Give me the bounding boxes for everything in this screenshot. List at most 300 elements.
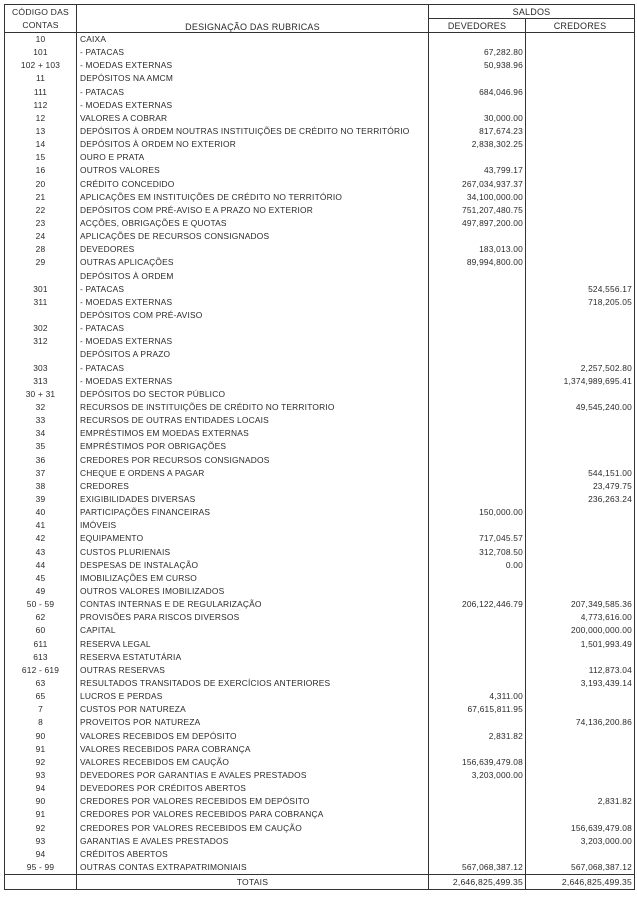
account-description: DEVEDORES POR GARANTIAS E AVALES PRESTADOS [80,769,307,780]
account-code: 29 [5,256,77,269]
account-code: 95 - 99 [5,861,77,875]
table-row [5,401,635,414]
account-code: 302 [5,322,77,335]
table-row [5,414,635,427]
credores-value [526,440,635,453]
devedores-value [429,270,526,283]
table-row [5,230,635,243]
devedores-value: 4,311.00 [429,690,526,703]
account-code: 303 [5,362,77,375]
devedores-value [429,427,526,440]
account-code: 21 [5,191,77,204]
account-code: 62 [5,611,77,624]
account-code: 94 [5,848,77,861]
account-description: CONTAS INTERNAS E DE REGULARIZAÇÃO [80,599,262,610]
devedores-value [429,480,526,493]
devedores-value [429,835,526,848]
account-description: DEVEDORES POR CRÉDITOS ABERTOS [80,783,247,794]
table-row [5,375,635,388]
account-description: DEPÓSITOS DO SECTOR PÚBLICO [80,388,226,399]
table-row [5,191,635,204]
account-description: DEPÓSITOS À ORDEM [80,270,174,281]
credores-value [526,99,635,112]
table-row [5,270,635,283]
devedores-value [429,296,526,309]
account-description: PROVEITOS POR NATUREZA [80,717,201,728]
account-description: APLICAÇÕES EM INSTITUIÇÕES DE CRÉDITO NO TERRITÓRIO [80,191,343,202]
credores-value: 718,205.05 [526,296,635,309]
credores-value [526,743,635,756]
account-description: - PATACAS [80,323,125,334]
devedores-value: 2,831.82 [429,729,526,742]
devedores-value [429,335,526,348]
account-description: CREDORES POR VALORES RECEBIDOS PARA COBRANÇA [80,809,324,820]
table-row [5,309,635,322]
account-description: - MOEDAS EXTERNAS [80,375,173,386]
account-description: LUCROS E PERDAS [80,691,163,702]
credores-value: 2,831.82 [526,795,635,808]
table-row [5,72,635,85]
account-code: 12 [5,112,77,125]
devedores-value [429,821,526,834]
account-code: 10 [5,33,77,47]
account-code: 112 [5,99,77,112]
table-row [5,506,635,519]
account-code: 14 [5,138,77,151]
credores-value [526,427,635,440]
devedores-value [429,322,526,335]
devedores-value: 67,282.80 [429,46,526,59]
table-row [5,178,635,191]
account-code: 35 [5,440,77,453]
table-row [5,664,635,677]
devedores-value: 67,615,811.95 [429,703,526,716]
devedores-value [429,651,526,664]
account-code [5,348,77,361]
credores-value [526,243,635,256]
devedores-value: 183,013.00 [429,243,526,256]
table-row [5,164,635,177]
table-row [5,519,635,532]
account-code: 36 [5,454,77,467]
account-description: RECURSOS DE OUTRAS ENTIDADES LOCAIS [80,415,269,426]
devedores-value [429,33,526,47]
devedores-value [429,795,526,808]
table-row [5,808,635,821]
account-code: 20 [5,178,77,191]
credores-value [526,33,635,47]
account-code: 92 [5,821,77,834]
account-code: 42 [5,532,77,545]
credores-value [526,729,635,742]
devedores-value [429,151,526,164]
credores-value [526,559,635,572]
credores-value: 544,151.00 [526,467,635,480]
account-description: - MOEDAS EXTERNAS [80,336,173,347]
devedores-value [429,677,526,690]
account-code: 301 [5,283,77,296]
devedores-value [429,743,526,756]
table-row [5,729,635,742]
credores-value: 1,501,993.49 [526,637,635,650]
account-code: 37 [5,467,77,480]
account-description: CREDORES POR VALORES RECEBIDOS EM DEPÓSITO [80,796,310,807]
account-code: 15 [5,151,77,164]
account-description: - PATACAS [80,362,125,373]
account-code: 91 [5,808,77,821]
credores-value: 236,263.24 [526,493,635,506]
account-code: 41 [5,519,77,532]
account-code: 50 - 59 [5,598,77,611]
account-description: EXIGIBILIDADES DIVERSAS [80,493,196,504]
table-row [5,532,635,545]
account-code: 101 [5,46,77,59]
devedores-value [429,664,526,677]
account-code: 32 [5,401,77,414]
credores-value: 112,873.04 [526,664,635,677]
account-description: ACÇÕES, OBRIGAÇÕES E QUOTAS [80,218,227,229]
totals-label: TOTAIS [77,875,429,890]
account-code: 40 [5,506,77,519]
table-row [5,835,635,848]
table-row [5,716,635,729]
account-description: RECURSOS DE INSTITUIÇÕES DE CRÉDITO NO TERRITORIO [80,402,335,412]
saldos-header: SALDOS [429,5,635,19]
account-code: 30 + 31 [5,388,77,401]
table-row [5,703,635,716]
table-row [5,138,635,151]
account-description: RESULTADOS TRANSITADOS DE EXERCÍCIOS ANTERIORES [80,677,331,688]
credores-value: 207,349,585.36 [526,598,635,611]
table-row [5,677,635,690]
account-description: OUTRAS CONTAS EXTRAPATRIMONIAIS [77,861,429,875]
credores-value [526,230,635,243]
devedores-value [429,454,526,467]
account-description: DESPESAS DE INSTALAÇÃO [80,559,199,570]
devedores-value [429,848,526,861]
devedores-value: 312,708.50 [429,545,526,558]
account-code: 65 [5,690,77,703]
credores-value: 74,136,200.86 [526,716,635,729]
account-code: 111 [5,86,77,99]
credores-value [526,782,635,795]
table-row [5,493,635,506]
account-code: 11 [5,72,77,85]
table-row [5,848,635,861]
devedores-value [429,808,526,821]
account-description: CUSTOS POR NATUREZA [80,704,186,715]
credores-value [526,756,635,769]
account-code: 91 [5,743,77,756]
credores-value [526,519,635,532]
devedores-value [429,309,526,322]
account-code: 34 [5,427,77,440]
account-code: 8 [5,716,77,729]
account-description: OUTROS VALORES IMOBILIZADOS [80,585,225,596]
table-row [5,283,635,296]
credores-value [526,506,635,519]
devedores-value: 267,034,937.37 [429,178,526,191]
devedores-column-header: DEVEDORES [429,19,526,33]
table-row [5,743,635,756]
devedores-value [429,388,526,401]
devedores-value [429,401,526,414]
credores-column-header: CREDORES [526,19,635,33]
code-column-header [5,5,77,33]
table-row [5,151,635,164]
devedores-value: 3,203,000.00 [429,769,526,782]
table-row [5,86,635,99]
devedores-value: 150,000.00 [429,506,526,519]
account-description: - MOEDAS EXTERNAS [80,296,173,307]
account-code: 33 [5,414,77,427]
totals-row [5,875,635,890]
devedores-value [429,467,526,480]
account-description: CREDORES POR VALORES RECEBIDOS EM CAUÇÃO [80,822,302,833]
credores-value [526,217,635,230]
table-row [5,296,635,309]
credores-value: 49,545,240.00 [526,401,635,414]
account-description: CREDORES POR RECURSOS CONSIGNADOS [80,454,270,465]
devedores-value: 89,994,800.00 [429,256,526,269]
table-row [5,637,635,650]
credores-value: 200,000,000.00 [526,624,635,637]
account-description: CAPITAL [80,625,116,636]
credores-value [526,454,635,467]
devedores-value [429,375,526,388]
credores-value: 23,479.75 [526,480,635,493]
account-code: 60 [5,624,77,637]
devedores-value [429,572,526,585]
table-row [5,598,635,611]
credores-value [526,46,635,59]
credores-value: 3,203,000.00 [526,835,635,848]
devedores-value: 751,207,480.75 [429,204,526,217]
credores-value: 156,639,479.08 [526,821,635,834]
account-code: 90 [5,795,77,808]
devedores-value: 817,674.23 [429,125,526,138]
credores-value [526,204,635,217]
credores-value: 1,374,989,695.41 [526,375,635,388]
account-code: 612 - 619 [5,664,77,677]
devedores-value [429,624,526,637]
credores-value [526,112,635,125]
credores-value [526,322,635,335]
table-row [5,690,635,703]
account-description: CUSTOS PLURIENAIS [80,546,171,557]
account-description: EMPRÉSTIMOS POR OBRIGAÇÕES [80,441,227,452]
credores-value [526,532,635,545]
credores-value: 567,068,387.12 [526,861,635,875]
account-description: DEVEDORES [80,244,135,255]
account-description: VALORES A COBRAR [80,112,168,123]
account-description: OUTRAS APLICAÇÕES [80,257,174,268]
devedores-value [429,414,526,427]
credores-value [526,125,635,138]
devedores-value: 43,799.17 [429,164,526,177]
account-code [5,270,77,283]
devedores-value [429,611,526,624]
table-row [5,440,635,453]
credores-value [526,151,635,164]
table-row [5,795,635,808]
account-description: DEPÓSITOS A PRAZO [80,349,171,360]
account-description: PROVISÕES PARA RISCOS DIVERSOS [80,612,240,623]
devedores-value: 34,100,000.00 [429,191,526,204]
table-row [5,256,635,269]
table-row [5,585,635,598]
account-description: CRÉDITO CONCEDIDO [80,178,175,189]
devedores-value [429,348,526,361]
table-row [5,59,635,72]
credores-value [526,335,635,348]
account-description: VALORES RECEBIDOS EM CAUÇÃO [80,756,230,767]
account-description: DEPÓSITOS COM PRÉ-AVISO E A PRAZO NO EXTERIOR [80,204,313,215]
table-row [5,388,635,401]
account-code: 102 + 103 [5,59,77,72]
table-row [5,769,635,782]
account-code: 24 [5,230,77,243]
credores-value: 4,773,616.00 [526,611,635,624]
devedores-value [429,283,526,296]
table-row [5,243,635,256]
credores-value [526,270,635,283]
table-row [5,572,635,585]
account-description: - PATACAS [80,283,125,294]
account-code: 311 [5,296,77,309]
balance-sheet-table [4,4,635,890]
devedores-value [429,519,526,532]
account-code: 13 [5,125,77,138]
table-row [5,454,635,467]
account-code: 7 [5,703,77,716]
account-description: - MOEDAS EXTERNAS [80,60,173,71]
table-row [5,611,635,624]
code-header-line-2: CONTAS [22,19,59,30]
devedores-value [429,493,526,506]
devedores-value [429,440,526,453]
table-row [5,467,635,480]
account-code: 94 [5,782,77,795]
account-code: 16 [5,164,77,177]
account-code: 90 [5,729,77,742]
account-code: 38 [5,480,77,493]
account-description: DEPÓSITOS À ORDEM NOUTRAS INSTITUIÇÕES DE CRÉDITO NO TERRITÓRIO [80,126,410,137]
account-code: 313 [5,375,77,388]
credores-value [526,545,635,558]
table-header [5,5,635,33]
credores-value [526,59,635,72]
devedores-value [429,72,526,85]
credores-value [526,808,635,821]
table-row [5,651,635,664]
table-row [5,125,635,138]
description-column-header: DESIGNAÇÃO DAS RUBRICAS [77,5,429,33]
credores-value [526,191,635,204]
account-code: 49 [5,585,77,598]
account-code: 39 [5,493,77,506]
devedores-value: 206,122,446.79 [429,598,526,611]
account-description: RESERVA ESTATUTÁRIA [80,651,182,662]
devedores-value: 684,046.96 [429,86,526,99]
account-code: 63 [5,677,77,690]
credores-value [526,309,635,322]
credores-value [526,651,635,664]
table-row [5,204,635,217]
devedores-value [429,716,526,729]
credores-value [526,414,635,427]
table-row [5,427,635,440]
account-description: OUTRAS RESERVAS [80,664,166,675]
table-body [5,33,635,875]
account-description: VALORES RECEBIDOS PARA COBRANÇA [80,743,251,754]
account-description: CAIXA [80,34,107,45]
credores-value [526,72,635,85]
account-description: EMPRÉSTIMOS EM MOEDAS EXTERNAS [80,428,249,439]
credores-value [526,256,635,269]
table-row [5,335,635,348]
credores-value [526,690,635,703]
account-code: 23 [5,217,77,230]
account-code: 44 [5,559,77,572]
credores-value [526,585,635,598]
account-description: VALORES RECEBIDOS EM DEPÓSITO [80,730,237,741]
account-description: - MOEDAS EXTERNAS [80,99,173,110]
account-description: OUTROS VALORES [80,165,160,176]
account-code [5,309,77,322]
credores-value: 524,556.17 [526,283,635,296]
table-row [5,480,635,493]
credores-value [526,703,635,716]
credores-value [526,164,635,177]
devedores-value [429,230,526,243]
credores-value [526,572,635,585]
account-description: CREDORES [80,480,130,491]
credores-value [526,178,635,191]
devedores-value: 50,938.96 [429,59,526,72]
totals-code-cell [5,875,77,890]
devedores-value: 717,045.57 [429,532,526,545]
account-code: 312 [5,335,77,348]
devedores-value [429,99,526,112]
account-description: GARANTIAS E AVALES PRESTADOS [80,835,229,846]
account-code: 93 [5,769,77,782]
devedores-value [429,585,526,598]
account-description: DEPÓSITOS NA AMCM [80,73,174,84]
table-row [5,362,635,375]
account-description: CHEQUE E ORDENS A PAGAR [80,467,205,478]
devedores-value: 567,068,387.12 [429,861,526,875]
table-row [5,348,635,361]
code-header-line-1: CÓDIGO DAS [12,6,69,17]
account-description: DEPÓSITOS COM PRÉ-AVISO [80,310,203,321]
account-code: 22 [5,204,77,217]
account-code: 28 [5,243,77,256]
credores-value [526,769,635,782]
credores-value [526,388,635,401]
account-description: IMOBILIZAÇÕES EM CURSO [80,572,198,583]
devedores-value [429,362,526,375]
totals-devedores: 2,646,825,499.35 [429,875,526,890]
account-description: OURO E PRATA [80,152,145,163]
account-description: RESERVA LEGAL [80,638,151,649]
table-row [5,112,635,125]
devedores-value: 0.00 [429,559,526,572]
table-row [5,46,635,59]
table-row [5,322,635,335]
credores-value [526,86,635,99]
account-code: 43 [5,545,77,558]
